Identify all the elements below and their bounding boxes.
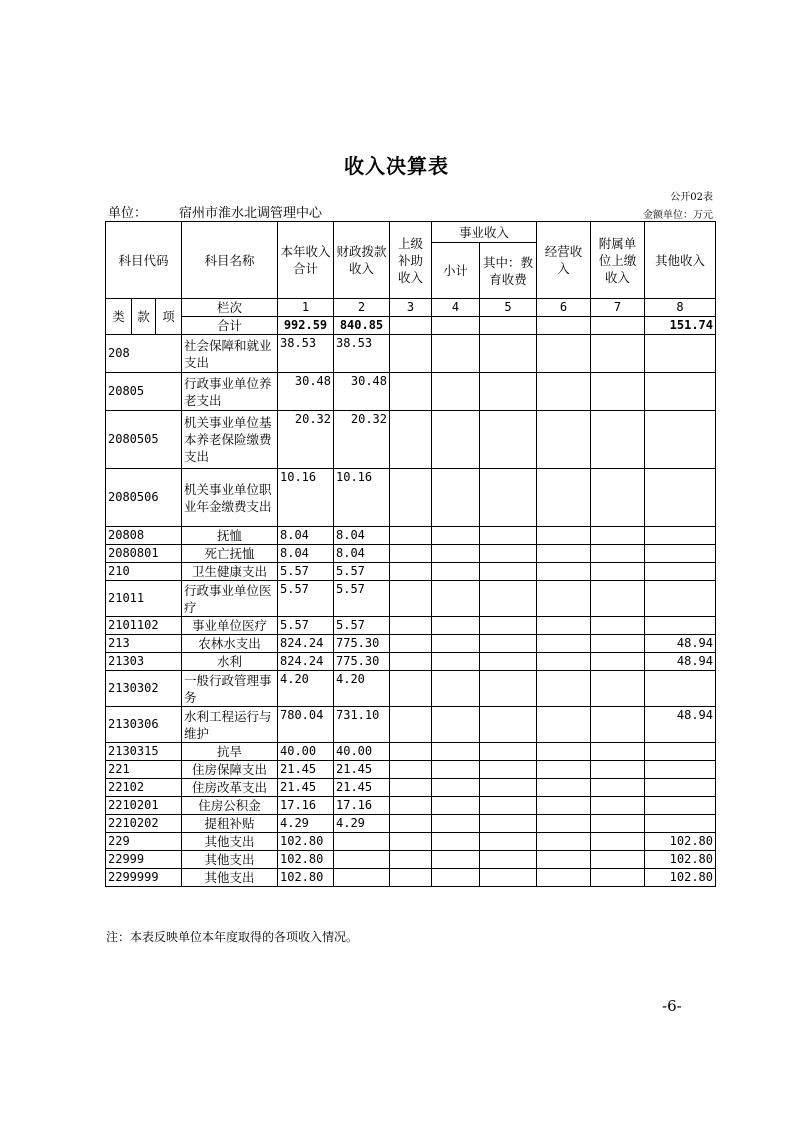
annual-income: 17.16 (278, 797, 334, 815)
empty-cell (591, 833, 645, 851)
empty-cell (432, 317, 480, 335)
subject-code: 229 (106, 833, 182, 851)
total-annual: 992.59 (278, 317, 334, 335)
empty-cell (480, 815, 537, 833)
empty-cell (390, 581, 432, 617)
empty-cell (480, 743, 537, 761)
fiscal-income (334, 851, 390, 869)
empty-cell (390, 411, 432, 469)
empty-cell (390, 743, 432, 761)
unit-line (108, 202, 322, 221)
table-row (106, 671, 716, 707)
amount-unit: 金额单位：万元 (643, 210, 713, 221)
empty-cell (432, 851, 480, 869)
fiscal-income: 731.10 (334, 707, 390, 743)
subject-name: 其他支出 (182, 851, 278, 869)
annual-income: 21.45 (278, 761, 334, 779)
empty-cell (537, 815, 591, 833)
fiscal-income: 5.57 (334, 617, 390, 635)
empty-cell (432, 411, 480, 469)
empty-cell (432, 563, 480, 581)
empty-cell (390, 653, 432, 671)
subject-name: 社会保障和就业支出 (182, 335, 278, 373)
empty-cell (591, 653, 645, 671)
fiscal-income: 4.20 (334, 671, 390, 707)
empty-cell (480, 373, 537, 411)
fiscal-income: 38.53 (334, 335, 390, 373)
table-row (106, 469, 716, 527)
header-business-edu: 其中：教育收费 (480, 243, 537, 299)
table-note: 注：本表反映单位本年度取得的各项收入情况。 (106, 930, 359, 944)
col-num: 1 (278, 299, 334, 317)
table-row (106, 617, 716, 635)
annual-income: 21.45 (278, 779, 334, 797)
subject-code: 221 (106, 761, 182, 779)
empty-cell (537, 869, 591, 887)
empty-cell (537, 469, 591, 527)
empty-cell (537, 635, 591, 653)
empty-cell (390, 869, 432, 887)
subject-code: 213 (106, 635, 182, 653)
annual-income: 8.04 (278, 545, 334, 563)
subject-code: 210 (106, 563, 182, 581)
empty-cell (537, 527, 591, 545)
subject-code: 2130306 (106, 707, 182, 743)
empty-cell (390, 563, 432, 581)
table-row (106, 653, 716, 671)
empty-cell (591, 671, 645, 707)
other-income (645, 335, 716, 373)
empty-cell (537, 335, 591, 373)
subject-name: 机关事业单位基本养老保险缴费支出 (182, 411, 278, 469)
subject-name: 抗旱 (182, 743, 278, 761)
subject-name: 水利 (182, 653, 278, 671)
fiscal-income: 775.30 (334, 635, 390, 653)
total-fiscal: 840.85 (334, 317, 390, 335)
other-income (645, 563, 716, 581)
subject-name: 死亡抚恤 (182, 545, 278, 563)
empty-cell (480, 545, 537, 563)
annual-income: 102.80 (278, 833, 334, 851)
column-no-label: 栏次 (182, 299, 278, 317)
fiscal-income: 5.57 (334, 563, 390, 581)
subject-code: 20805 (106, 373, 182, 411)
other-income (645, 779, 716, 797)
fiscal-income (334, 833, 390, 851)
header-operating: 经营收入 (537, 222, 591, 299)
other-income: 48.94 (645, 707, 716, 743)
col-num: 3 (390, 299, 432, 317)
empty-cell (537, 761, 591, 779)
empty-cell (432, 815, 480, 833)
header-subject-code: 科目代码 (106, 222, 182, 299)
table-row (106, 545, 716, 563)
subject-code: 22102 (106, 779, 182, 797)
subject-name: 水利工程运行与维护 (182, 707, 278, 743)
empty-cell (537, 707, 591, 743)
subject-name: 机关事业单位职业年金缴费支出 (182, 469, 278, 527)
empty-cell (480, 851, 537, 869)
subject-code: 2101102 (106, 617, 182, 635)
subject-code: 2130302 (106, 671, 182, 707)
empty-cell (480, 653, 537, 671)
empty-cell (480, 527, 537, 545)
annual-income: 10.16 (278, 469, 334, 527)
unit-label: 单位： (108, 206, 148, 221)
fiscal-income: 8.04 (334, 527, 390, 545)
empty-cell (480, 707, 537, 743)
header-annual-income: 本年收入合计 (278, 222, 334, 299)
fiscal-income: 21.45 (334, 779, 390, 797)
table-row (106, 563, 716, 581)
total-label: 合计 (182, 317, 278, 335)
table-row (106, 373, 716, 411)
table-row (106, 779, 716, 797)
table-row (106, 833, 716, 851)
subject-name: 事业单位医疗 (182, 617, 278, 635)
total-other: 151.74 (645, 317, 716, 335)
empty-cell (480, 317, 537, 335)
subject-name: 住房改革支出 (182, 779, 278, 797)
table-row (106, 761, 716, 779)
empty-cell (390, 797, 432, 815)
fiscal-income: 30.48 (334, 373, 390, 411)
empty-cell (537, 671, 591, 707)
header-fiscal: 财政拨款收入 (334, 222, 390, 299)
other-income (645, 581, 716, 617)
empty-cell (480, 581, 537, 617)
fiscal-income: 8.04 (334, 545, 390, 563)
empty-cell (591, 581, 645, 617)
empty-cell (537, 581, 591, 617)
empty-cell (591, 563, 645, 581)
table-row (106, 851, 716, 869)
empty-cell (537, 617, 591, 635)
fiscal-income: 10.16 (334, 469, 390, 527)
subject-code: 2299999 (106, 869, 182, 887)
header-business-subtotal: 小计 (432, 243, 480, 299)
other-income (645, 469, 716, 527)
subject-name: 一般行政管理事务 (182, 671, 278, 707)
page-number: -6- (662, 997, 682, 1015)
table-row (106, 335, 716, 373)
fiscal-income: 21.45 (334, 761, 390, 779)
empty-cell (480, 869, 537, 887)
empty-cell (591, 779, 645, 797)
empty-cell (390, 833, 432, 851)
subject-code: 22999 (106, 851, 182, 869)
fiscal-income: 20.32 (334, 411, 390, 469)
empty-cell (432, 545, 480, 563)
empty-cell (432, 527, 480, 545)
annual-income: 824.24 (278, 653, 334, 671)
subject-name: 农林水支出 (182, 635, 278, 653)
header-affiliated: 附属单位上缴收入 (591, 222, 645, 299)
empty-cell (432, 671, 480, 707)
table-row (106, 869, 716, 887)
table-row (106, 707, 716, 743)
empty-cell (591, 469, 645, 527)
empty-cell (480, 635, 537, 653)
empty-cell (480, 779, 537, 797)
other-income: 102.80 (645, 869, 716, 887)
empty-cell (390, 527, 432, 545)
header-superior: 上级补助收入 (390, 222, 432, 299)
fiscal-income (334, 869, 390, 887)
empty-cell (591, 545, 645, 563)
subject-name: 住房保障支出 (182, 761, 278, 779)
empty-cell (480, 671, 537, 707)
empty-cell (390, 815, 432, 833)
annual-income: 102.80 (278, 869, 334, 887)
empty-cell (432, 635, 480, 653)
empty-cell (591, 373, 645, 411)
other-income (645, 815, 716, 833)
table-row (106, 581, 716, 617)
empty-cell (390, 317, 432, 335)
annual-income: 30.48 (278, 373, 334, 411)
annual-income: 20.32 (278, 411, 334, 469)
other-income (645, 743, 716, 761)
empty-cell (390, 545, 432, 563)
empty-cell (432, 869, 480, 887)
table-code: 公开02表 (670, 192, 713, 203)
header-kuan: 款 (132, 299, 156, 335)
empty-cell (591, 815, 645, 833)
table-row (106, 635, 716, 653)
empty-cell (432, 617, 480, 635)
empty-cell (390, 779, 432, 797)
subject-code: 21011 (106, 581, 182, 617)
annual-income: 4.29 (278, 815, 334, 833)
empty-cell (591, 707, 645, 743)
empty-cell (480, 469, 537, 527)
empty-cell (432, 743, 480, 761)
empty-cell (480, 617, 537, 635)
annual-income: 5.57 (278, 563, 334, 581)
subject-name: 行政事业单位养老支出 (182, 373, 278, 411)
fiscal-income: 17.16 (334, 797, 390, 815)
col-num: 5 (480, 299, 537, 317)
fiscal-income: 4.29 (334, 815, 390, 833)
empty-cell (537, 563, 591, 581)
table-row (106, 527, 716, 545)
col-num: 8 (645, 299, 716, 317)
empty-cell (432, 761, 480, 779)
other-income (645, 527, 716, 545)
header-xiang: 项 (156, 299, 182, 335)
empty-cell (591, 411, 645, 469)
subject-code: 2080801 (106, 545, 182, 563)
empty-cell (537, 653, 591, 671)
col-num: 4 (432, 299, 480, 317)
empty-cell (432, 373, 480, 411)
header-business: 事业收入 (432, 222, 537, 243)
other-income (645, 545, 716, 563)
other-income (645, 797, 716, 815)
empty-cell (432, 797, 480, 815)
page-title: 收入决算表 (344, 154, 449, 178)
empty-cell (591, 527, 645, 545)
empty-cell (432, 469, 480, 527)
subject-name: 其他支出 (182, 869, 278, 887)
table-row (106, 411, 716, 469)
other-income (645, 761, 716, 779)
empty-cell (537, 545, 591, 563)
empty-cell (591, 635, 645, 653)
annual-income: 102.80 (278, 851, 334, 869)
empty-cell (390, 707, 432, 743)
empty-cell (390, 761, 432, 779)
empty-cell (537, 743, 591, 761)
income-table (105, 221, 716, 887)
empty-cell (432, 779, 480, 797)
empty-cell (537, 833, 591, 851)
subject-name: 行政事业单位医疗 (182, 581, 278, 617)
empty-cell (537, 797, 591, 815)
subject-name: 住房公积金 (182, 797, 278, 815)
empty-cell (591, 869, 645, 887)
empty-cell (591, 761, 645, 779)
empty-cell (537, 851, 591, 869)
empty-cell (432, 833, 480, 851)
header-other: 其他收入 (645, 222, 716, 299)
subject-code: 2080505 (106, 411, 182, 469)
subject-code: 2210202 (106, 815, 182, 833)
empty-cell (432, 653, 480, 671)
table-row (106, 815, 716, 833)
subject-name: 抚恤 (182, 527, 278, 545)
empty-cell (390, 617, 432, 635)
subject-code: 21303 (106, 653, 182, 671)
empty-cell (480, 563, 537, 581)
fiscal-income: 775.30 (334, 653, 390, 671)
table-row (106, 797, 716, 815)
empty-cell (480, 335, 537, 373)
col-num: 7 (591, 299, 645, 317)
empty-cell (591, 743, 645, 761)
empty-cell (480, 411, 537, 469)
empty-cell (591, 335, 645, 373)
empty-cell (390, 373, 432, 411)
empty-cell (432, 581, 480, 617)
empty-cell (591, 797, 645, 815)
empty-cell (390, 469, 432, 527)
annual-income: 40.00 (278, 743, 334, 761)
other-income (645, 411, 716, 469)
other-income: 48.94 (645, 635, 716, 653)
empty-cell (591, 851, 645, 869)
empty-cell (432, 335, 480, 373)
other-income: 102.80 (645, 851, 716, 869)
subject-code: 208 (106, 335, 182, 373)
empty-cell (537, 779, 591, 797)
col-num: 2 (334, 299, 390, 317)
annual-income: 5.57 (278, 617, 334, 635)
subject-code: 2210201 (106, 797, 182, 815)
empty-cell (390, 335, 432, 373)
other-income: 48.94 (645, 653, 716, 671)
empty-cell (432, 707, 480, 743)
empty-cell (537, 373, 591, 411)
other-income (645, 671, 716, 707)
annual-income: 38.53 (278, 335, 334, 373)
empty-cell (591, 617, 645, 635)
annual-income: 824.24 (278, 635, 334, 653)
annual-income: 5.57 (278, 581, 334, 617)
header-subject-name: 科目名称 (182, 222, 278, 299)
empty-cell (480, 797, 537, 815)
subject-name: 卫生健康支出 (182, 563, 278, 581)
empty-cell (480, 761, 537, 779)
empty-cell (591, 317, 645, 335)
subject-code: 20808 (106, 527, 182, 545)
fiscal-income: 5.57 (334, 581, 390, 617)
unit-name: 宿州市淮水北调管理中心 (179, 206, 323, 221)
annual-income: 780.04 (278, 707, 334, 743)
fiscal-income: 40.00 (334, 743, 390, 761)
empty-cell (537, 317, 591, 335)
empty-cell (390, 851, 432, 869)
annual-income: 8.04 (278, 527, 334, 545)
header-lei: 类 (106, 299, 132, 335)
subject-name: 提租补贴 (182, 815, 278, 833)
other-income (645, 617, 716, 635)
empty-cell (390, 635, 432, 653)
empty-cell (537, 411, 591, 469)
subject-name: 其他支出 (182, 833, 278, 851)
other-income: 102.80 (645, 833, 716, 851)
subject-code: 2080506 (106, 469, 182, 527)
annual-income: 4.20 (278, 671, 334, 707)
empty-cell (480, 833, 537, 851)
table-row (106, 743, 716, 761)
other-income (645, 373, 716, 411)
subject-code: 2130315 (106, 743, 182, 761)
empty-cell (390, 671, 432, 707)
col-num: 6 (537, 299, 591, 317)
